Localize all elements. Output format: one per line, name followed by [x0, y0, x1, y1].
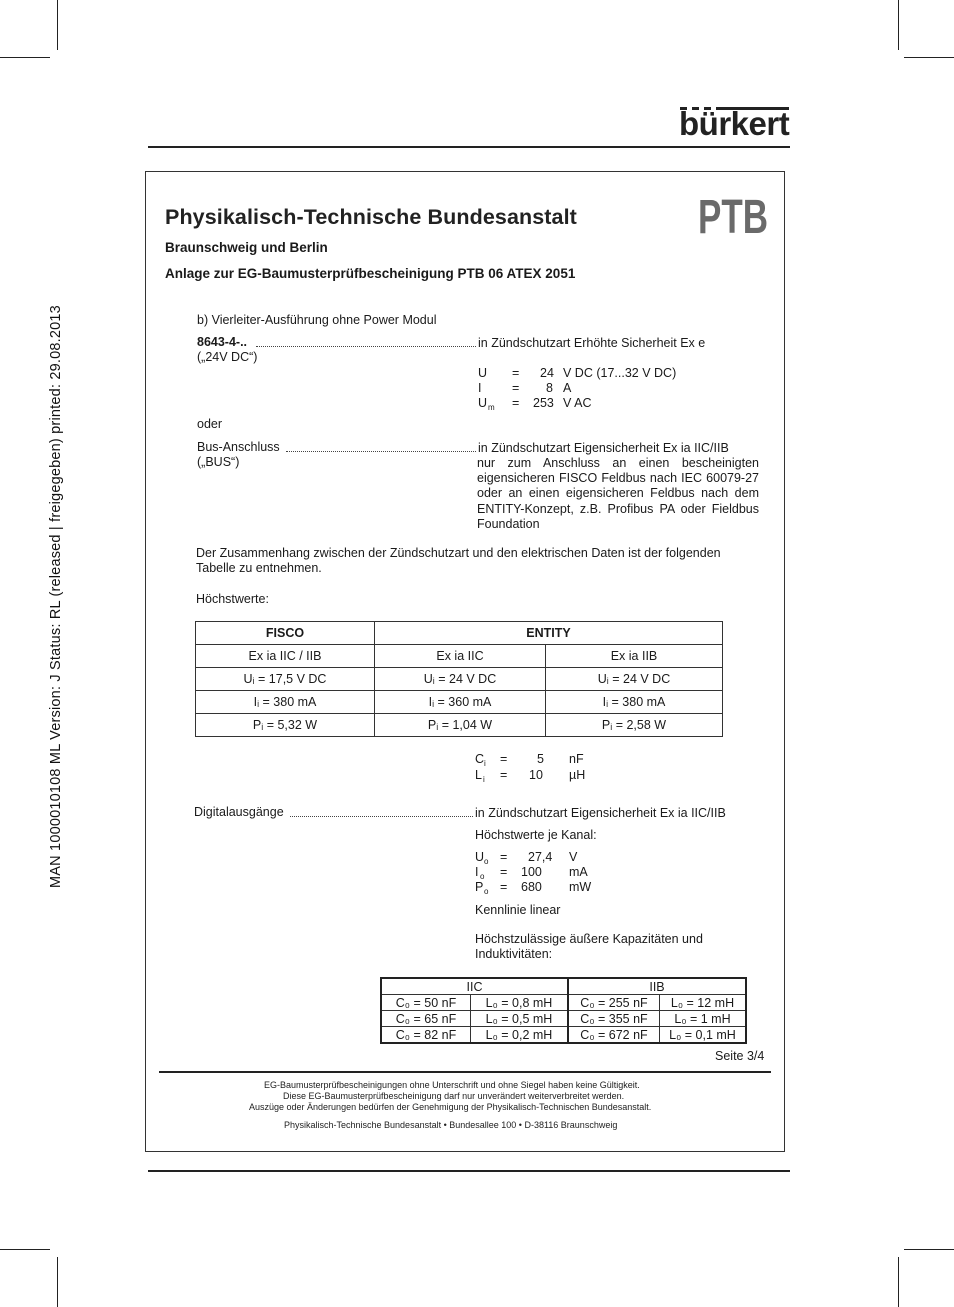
table-cell: Uᵢ = 24 V DC: [375, 668, 546, 691]
table-cell: C₀ = 255 nF: [568, 995, 660, 1011]
crop-mark: [57, 1257, 58, 1307]
ptb-logo-icon: [698, 191, 768, 244]
footer-address: Physikalisch-Technische Bundesanstalt • Bundesallee 100 • D-38116 Braunschweig: [284, 1120, 618, 1130]
item2-label: Bus-Anschluss: [197, 440, 280, 454]
value-symbol: U: [478, 366, 488, 380]
leader-dots: [286, 451, 476, 452]
table-subheader-fisco: Ex ia IIC / IIB: [196, 645, 375, 668]
external-limits-table: [380, 977, 747, 1044]
table-row: [381, 978, 746, 995]
digital-per-channel: Höchstwerte je Kanal:: [475, 828, 597, 842]
table-header-iic: IIC: [381, 978, 568, 995]
value-number: 8: [546, 381, 553, 395]
item1-sub: („24V DC“): [197, 350, 258, 364]
table-subheader-iib: Ex ia IIB: [546, 645, 723, 668]
value-equals: =: [512, 396, 520, 410]
value-subscript: o: [484, 887, 489, 896]
digital-external-text: Höchstzulässige äußere Kapazitäten und Induktivitäten:: [475, 932, 703, 962]
value-equals: =: [500, 880, 508, 894]
value-equals: =: [500, 865, 508, 879]
value-subscript: m: [488, 403, 495, 412]
table-row: [196, 668, 723, 691]
header-rule: [148, 146, 790, 148]
value-unit: mA: [569, 865, 588, 879]
table-cell: L₀ = 12 mH: [660, 995, 747, 1011]
footer-line-1: EG-Baumusterprüfbescheinigungen ohne Unterschrift und ohne Siegel haben keine Gültigkeit.: [264, 1080, 640, 1090]
table-cell: L₀ = 0,1 mH: [660, 1027, 747, 1044]
table-cell: L₀ = 0,2 mH: [471, 1027, 569, 1044]
crop-mark: [898, 0, 899, 50]
value-symbol: C: [475, 752, 485, 766]
value-unit: mW: [569, 880, 592, 894]
digital-protection: in Zündschutzart Eigensicherheit Ex ia IIC/IIB: [475, 806, 726, 820]
brand-name: bürkert: [679, 105, 790, 142]
value-equals: =: [512, 366, 520, 380]
value-symbol: U: [478, 396, 488, 410]
value-symbol: L: [475, 768, 482, 782]
item1-protection: in Zündschutzart Erhöhte Sicherheit Ex e: [478, 336, 706, 350]
crop-mark: [904, 57, 954, 58]
value-number: 24: [540, 366, 554, 380]
crop-mark: [57, 0, 58, 50]
ptb-logo-text: PTB: [698, 191, 768, 244]
or-label: oder: [197, 417, 223, 431]
leader-dots: [290, 816, 473, 817]
table-cell: Uᵢ = 17,5 V DC: [196, 668, 375, 691]
table-cell: C₀ = 50 nF: [381, 995, 471, 1011]
digital-characteristic: Kennlinie linear: [475, 903, 561, 917]
relation-text: Der Zusammenhang zwischen der Zündschutzart und den elektrischen Daten ist der folgenden Tabelle zu entnehmen.: [196, 546, 721, 576]
table-cell: Iᵢ = 360 mA: [375, 691, 546, 714]
value-number: 100: [521, 865, 542, 879]
table-cell: C₀ = 65 nF: [381, 1011, 471, 1027]
item2-protection: in Zündschutzart Eigensicherheit Ex ia IIC/IIB: [478, 441, 729, 455]
value-equals: =: [500, 752, 508, 766]
value-unit: µH: [569, 768, 586, 782]
crop-mark: [898, 1257, 899, 1307]
max-values-label: Höchstwerte:: [196, 592, 269, 606]
table-cell: Iᵢ = 380 mA: [546, 691, 723, 714]
table-row: [381, 995, 746, 1011]
footer-line-3: Auszüge oder Änderungen bedürfen der Genehmigung der Physikalisch-Technischen Bundesanstalt.: [249, 1102, 652, 1112]
table-cell: Pᵢ = 5,32 W: [196, 714, 375, 737]
table-row: [196, 714, 723, 737]
value-unit: V DC (17...32 V DC): [563, 366, 677, 380]
table-cell: L₀ = 0,8 mH: [471, 995, 569, 1011]
table-header-iib: IIB: [568, 978, 746, 995]
value-equals: =: [500, 850, 508, 864]
footer-separator: [159, 1071, 771, 1073]
crop-mark: [0, 57, 50, 58]
table-row: [196, 622, 723, 645]
value-subscript: o: [484, 857, 489, 866]
value-subscript: i: [484, 759, 486, 768]
institute-location: Braunschweig und Berlin: [165, 240, 328, 255]
item2-description: nur zum Anschluss an einen bescheinigten eigensicheren FISCO Feldbus nach IEC 60079-27 oder an einen eigensicheren Feldbus nach dem ENTITY-Konzept, z.B. Profibus PA oder Fieldbus Foundation: [477, 456, 759, 531]
value-unit: A: [563, 381, 572, 395]
value-number: 253: [533, 396, 554, 410]
table-cell: C₀ = 82 nF: [381, 1027, 471, 1044]
table-cell: L₀ = 0,5 mH: [471, 1011, 569, 1027]
value-unit: V: [569, 850, 578, 864]
document-status-sidebar: MAN 1000010108 ML Version: J Status: RL (released | freigegeben) printed: 29.08.2013: [48, 305, 64, 888]
institute-title: Physikalisch-Technische Bundesanstalt: [165, 205, 577, 229]
table-row: [196, 691, 723, 714]
item1-label: 8643-4-..: [197, 335, 248, 349]
value-number: 10: [529, 768, 543, 782]
value-symbol: I: [478, 381, 482, 395]
table-cell: C₀ = 672 nF: [568, 1027, 660, 1044]
table-row: [381, 1027, 746, 1044]
digital-label: Digitalausgänge: [194, 805, 284, 819]
table-cell: Pᵢ = 1,04 W: [375, 714, 546, 737]
value-unit: nF: [569, 752, 584, 766]
page-number: Seite 3/4: [715, 1049, 765, 1063]
value-number: 680: [521, 880, 542, 894]
table-cell: Pᵢ = 2,58 W: [546, 714, 723, 737]
table-header-fisco: FISCO: [196, 622, 375, 645]
item2-sub: („BUS“): [197, 455, 240, 469]
table-cell: L₀ = 1 mH: [660, 1011, 747, 1027]
value-subscript: i: [483, 775, 485, 784]
annex-title: Anlage zur EG-Baumusterprüfbescheinigung PTB 06 ATEX 2051: [165, 266, 576, 281]
value-symbol: I: [475, 865, 479, 879]
value-subscript: o: [480, 872, 485, 881]
table-header-entity: ENTITY: [375, 622, 723, 645]
value-number: 5: [537, 752, 544, 766]
value-equals: =: [512, 381, 520, 395]
table-row: [196, 645, 723, 668]
value-unit: V AC: [563, 396, 592, 410]
max-values-table: [195, 621, 723, 737]
value-number: 27,4: [528, 850, 553, 864]
crop-mark: [0, 1249, 50, 1250]
table-subheader-iic: Ex ia IIC: [375, 645, 546, 668]
table-cell: C₀ = 355 nF: [568, 1011, 660, 1027]
leader-dots: [256, 346, 476, 347]
value-symbol: P: [475, 880, 484, 894]
section-b-heading: b) Vierleiter-Ausführung ohne Power Modul: [197, 313, 437, 327]
table-cell: Uᵢ = 24 V DC: [546, 668, 723, 691]
crop-mark: [904, 1249, 954, 1250]
footer-rule: [148, 1170, 790, 1172]
table-cell: Iᵢ = 380 mA: [196, 691, 375, 714]
value-equals: =: [500, 768, 508, 782]
footer-line-2: Diese EG-Baumusterprüfbescheinigung darf nur unverändert weiterverbreitet werden.: [283, 1091, 625, 1101]
table-row: [381, 1011, 746, 1027]
value-symbol: U: [475, 850, 485, 864]
